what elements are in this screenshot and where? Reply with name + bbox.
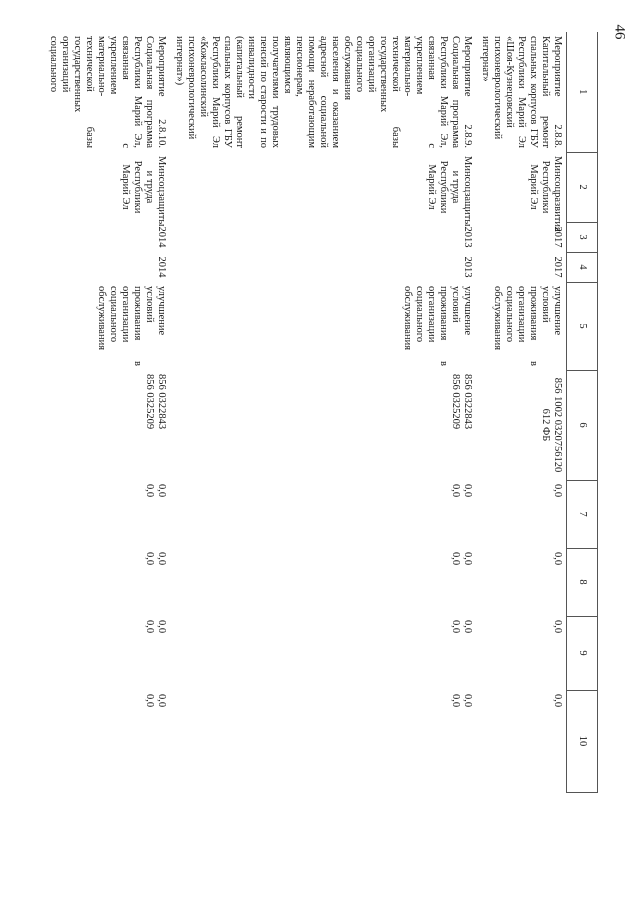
amount-value: 0,0	[144, 484, 155, 498]
amount-value: 0,0	[462, 694, 473, 708]
table-row	[476, 32, 567, 792]
table-viewport	[48, 32, 598, 792]
amount-value: 0,0	[450, 552, 461, 566]
page-number: 46	[611, 24, 628, 40]
amount-value: 0,0	[156, 694, 167, 708]
column-header: 3	[567, 222, 598, 252]
amount-value: 0,0	[552, 694, 563, 708]
amount-cell	[44, 690, 170, 792]
budget-code	[170, 370, 476, 480]
budget-code	[44, 370, 170, 480]
rotated-sheet	[48, 32, 598, 792]
expected-result: улучшение условий проживания в организации социального обслуживания	[402, 286, 473, 366]
measure-description: Мероприятие 2.8.9. Социальная программа Республики Марий Эл, связанная с укреплением материально-технической базы государственных организаций социального обслуживания населения и оказанием адресной социальной помощи неработающим пенсионерам, являющимся получателями трудовых пенсий по старости и по инвалидности (капитальный ремонт спальных корпусов ГБУ Республики Марий Эл «Кожласолинский психоневрологический интернат»)	[174, 36, 473, 148]
amount-value: 0,0	[552, 552, 563, 566]
amount-value: 0,0	[156, 620, 167, 634]
start-year: 2013	[462, 226, 473, 248]
amount-value: 0,0	[144, 552, 155, 566]
amount-cell	[476, 616, 567, 690]
amount-cell	[170, 480, 476, 548]
amount-value: 0,0	[450, 694, 461, 708]
amount-cell	[476, 480, 567, 548]
amount-value: 0,0	[156, 552, 167, 566]
column-header: 7	[567, 480, 598, 548]
expected-result: улучшение условий проживания в организации социального обслуживания	[492, 286, 563, 366]
responsible-executor: Минсоцзащиты и труда Республики Марий Эл	[426, 156, 473, 227]
responsible-executor: Минсоцразвития Республики Марий Эл	[528, 156, 563, 232]
program-measures-table	[44, 32, 598, 793]
column-header: 2	[567, 152, 598, 222]
amount-cell	[476, 548, 567, 616]
budget-code-line: 856 1002 0320756120 612 ФБ	[540, 377, 563, 473]
amount-value: 0,0	[144, 694, 155, 708]
amount-value: 0,0	[450, 620, 461, 634]
column-number-row	[567, 32, 598, 792]
amount-cell	[170, 616, 476, 690]
end-year: 2013	[462, 256, 473, 278]
amount-value: 0,0	[450, 484, 461, 498]
column-header: 5	[567, 282, 598, 370]
amount-cell	[44, 548, 170, 616]
column-header: 10	[567, 690, 598, 792]
amount-value: 0,0	[156, 484, 167, 498]
column-header: 9	[567, 616, 598, 690]
amount-value: 0,0	[552, 484, 563, 498]
expected-result: улучшение условий проживания в организации социального обслуживания	[96, 286, 167, 366]
end-year: 2014	[156, 256, 167, 278]
table-row	[44, 32, 170, 792]
column-header: 4	[567, 252, 598, 282]
column-header: 1	[567, 32, 598, 152]
amount-cell	[170, 690, 476, 792]
budget-code-line: 856 0325209	[450, 374, 461, 430]
amount-cell	[44, 480, 170, 548]
amount-value: 0,0	[462, 552, 473, 566]
amount-cell	[44, 616, 170, 690]
measure-description: Мероприятие 2.8.8. Капитальный ремонт спальных корпусов ГБУ Республики Марий Эл «Шоя-Кузнецовский психоневрологический интернат»	[480, 36, 563, 148]
start-year: 2014	[156, 226, 167, 248]
amount-cell	[476, 690, 567, 792]
budget-code-line: 856 0322843	[462, 374, 473, 430]
budget-code-line: 856 0322843	[156, 374, 167, 430]
amount-value: 0,0	[552, 620, 563, 634]
table-row	[170, 32, 476, 792]
amount-value: 0,0	[462, 484, 473, 498]
amount-value: 0,0	[462, 620, 473, 634]
amount-cell	[170, 548, 476, 616]
responsible-executor: Минсоцзащиты и труда Республики Марий Эл	[120, 156, 167, 227]
measure-description: Мероприятие 2.8.10. Социальная программа Республики Марий Эл, связанная с укреплением материально-технической базы государственных организаций социального	[48, 36, 167, 148]
column-header: 8	[567, 548, 598, 616]
start-year: 2017	[552, 226, 563, 248]
budget-code	[476, 370, 567, 480]
end-year: 2017	[552, 256, 563, 278]
budget-code-line: 856 0325209	[144, 374, 155, 430]
amount-value: 0,0	[144, 620, 155, 634]
column-header: 6	[567, 370, 598, 480]
